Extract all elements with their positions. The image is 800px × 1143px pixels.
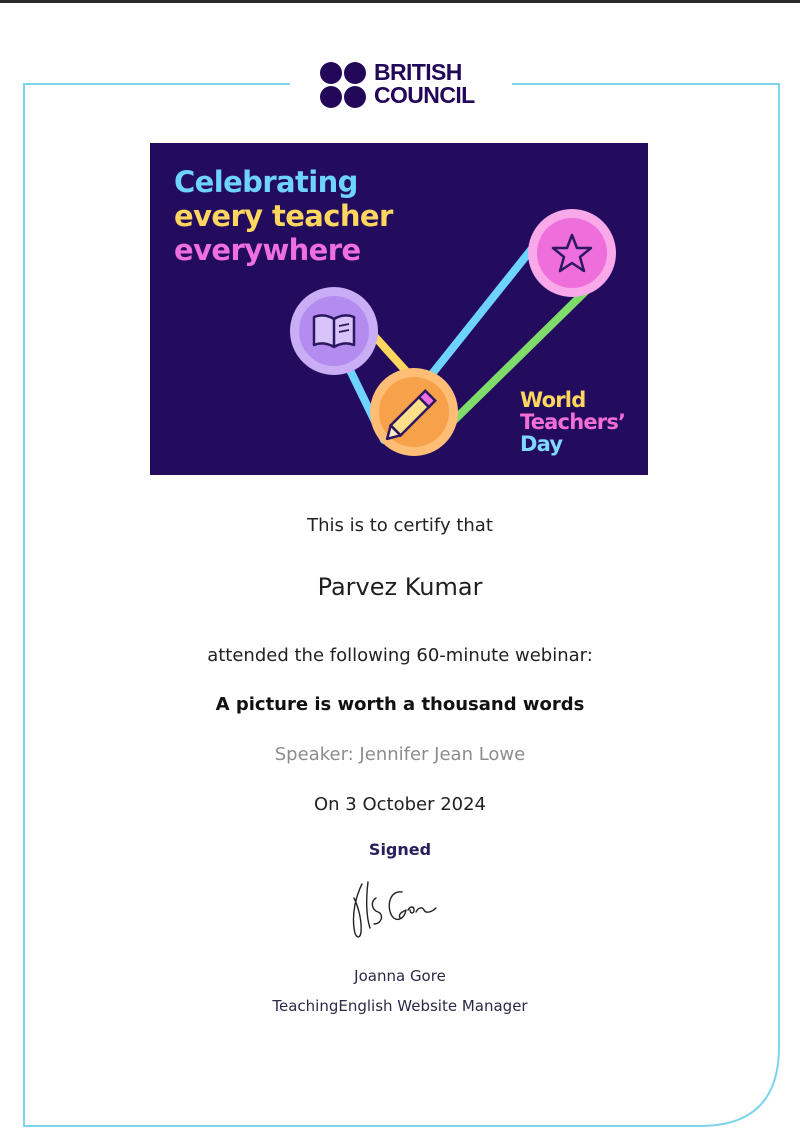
signatory-name: Joanna Gore [354, 967, 446, 985]
signed-label: Signed [368, 840, 432, 859]
signatory-role: TeachingEnglish Website Manager [272, 997, 528, 1015]
handwritten-signature [340, 876, 450, 946]
book-icon [290, 287, 378, 375]
banner-headline-3: everywhere [174, 233, 361, 267]
banner-headline-1: Celebrating [174, 165, 358, 199]
star-icon [528, 209, 616, 297]
speaker-line: Speaker: Jennifer Jean Lowe [274, 744, 526, 765]
banner-headline-2: every teacher [174, 199, 393, 233]
logo-line-1: BRITISH [374, 59, 462, 85]
recipient-name: Parvez Kumar [317, 573, 483, 601]
event-word-2: Teachers’ [520, 410, 626, 434]
event-word-1: World [520, 388, 586, 412]
logo-line-2: COUNCIL [374, 82, 475, 108]
logo-wordmark [374, 61, 475, 107]
logo-dots-icon [320, 62, 368, 108]
event-word-3: Day [520, 432, 563, 456]
world-teachers-day-label [520, 389, 625, 455]
world-teachers-day-banner [150, 143, 648, 475]
british-council-logo [320, 60, 490, 110]
pencil-icon [370, 368, 458, 456]
webinar-date: On 3 October 2024 [313, 794, 487, 815]
attendance-statement: attended the following 60-minute webinar: [207, 645, 593, 666]
certify-intro: This is to certify that [307, 515, 493, 536]
webinar-title: A picture is worth a thousand words [215, 694, 585, 715]
